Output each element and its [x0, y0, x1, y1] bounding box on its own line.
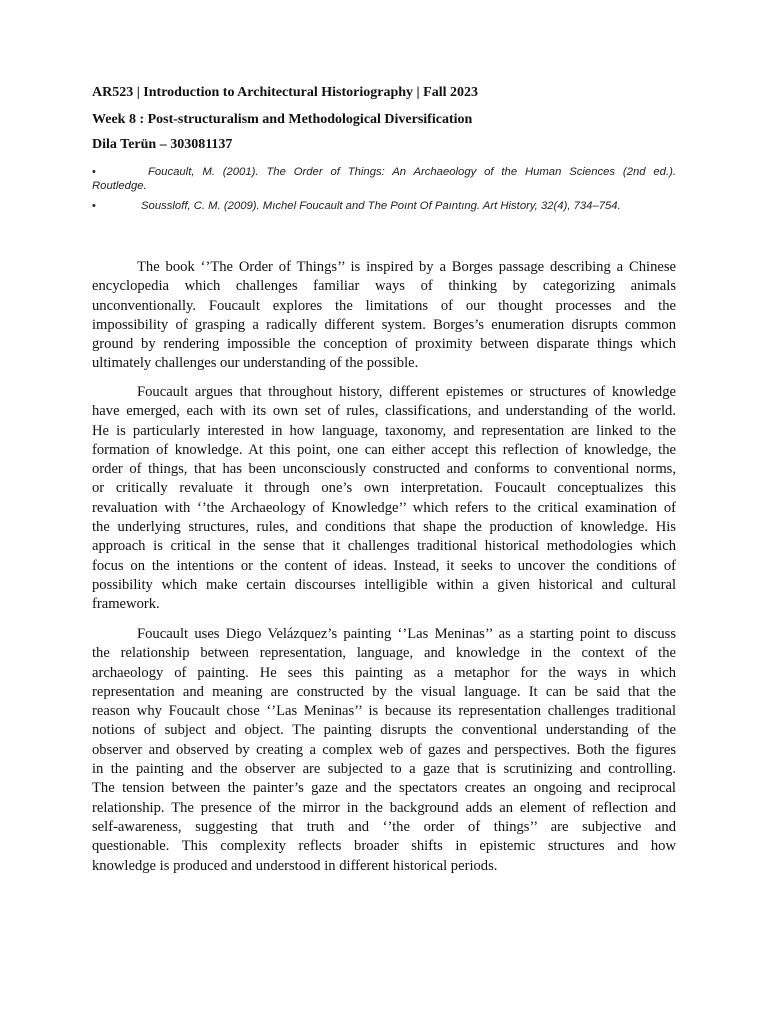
- paragraph-line: have emerged, each with its own set of rules, classifications, and understanding of the world.: [92, 403, 676, 420]
- paragraph-line: order of things, that has been unconsciously constructed and conforms to conventional norms,: [92, 461, 676, 478]
- paragraph-line: encyclopedia which challenges familiar ways of thinking by categorizing animals: [92, 278, 676, 295]
- paragraph-line: ultimately challenges our understanding of the possible.: [92, 355, 419, 372]
- reference-text: Foucault, M. (2001). The Order of Things: An Archaeology of the Human Sciences (2nd ed.).: [148, 166, 676, 178]
- body-paragraph-3: [92, 625, 676, 876]
- paragraph-line: notions of subject and object. The painting disrupts the conventional understanding of the: [92, 722, 676, 739]
- paragraph-line: focus on the intentions or the content of ideas. Instead, it seeks to uncover the conditions of: [92, 557, 676, 574]
- reference-text-cont: Routledge.: [92, 180, 147, 192]
- body-paragraph-1: [92, 258, 676, 374]
- paragraph-line: framework.: [92, 596, 160, 613]
- bullet-icon: •: [92, 200, 96, 212]
- paragraph-line: approach is critical in the sense that it challenges traditional historical methodologies which: [92, 538, 676, 555]
- paragraph-line: The tension between the painter’s gaze and the spectators creates an ongoing and reciprocal: [92, 780, 676, 797]
- paragraph-line: impossibility of grasping a radically different system. Borges’s enumeration disrupts common: [92, 316, 676, 333]
- reference-text: Sousslоff, C. M. (2009). Mıchel Foucault and The Poınt Of Paıntıng. Art History, 32(4), 734–754.: [141, 200, 621, 212]
- week-title: Week 8 : Post-structuralism and Methodological Diversification: [92, 112, 473, 127]
- paragraph-line: questionable. This complexity reflects broader shifts in epistemic structures and how: [92, 838, 676, 855]
- paragraph-line: Foucault argues that throughout history, different epistemes or structures of knowledge: [137, 384, 676, 400]
- paragraph-line: the underlying structures, rules, and conditions that shape the production of knowledge. His: [92, 519, 676, 536]
- author-line: Dila Terün – 303081137: [92, 137, 233, 152]
- paragraph-line: unconventionally. Foucault explores the limitations of our thought processes and the: [92, 297, 676, 314]
- paragraph-line: archaeology of painting. He sees this painting as a metaphor for the ways in which: [92, 664, 676, 681]
- bullet-icon: •: [92, 166, 96, 178]
- paragraph-line: reason why Foucault chose ‘’Las Meninas’’ is because its representation challenges traditional: [92, 703, 676, 720]
- paragraph-line: or critically revaluate it through one’s own interpretation. Foucault conceptualizes this: [92, 480, 676, 497]
- paragraph-line: the relationship between representation, language, and knowledge in the context of the: [92, 645, 676, 662]
- paragraph-line: possibility which make certain discourses intelligible within a given historical and cultural: [92, 576, 676, 593]
- paragraph-line: observer and observed by creating a complex web of gazes and perspectives. Both the figures: [92, 741, 676, 758]
- paragraph-line: revaluation with ‘’the Archaeology of Knowledge’’ which refers to the critical examination of: [92, 499, 676, 516]
- paragraph-line: ground by rendering impossible the conception of proximity between disparate things which: [92, 336, 676, 353]
- paragraph-line: representation and meaning are constructed by the visual language. It can be said that the: [92, 683, 676, 700]
- reference-item: [92, 199, 676, 213]
- reference-item: [92, 165, 676, 193]
- paragraph-line: The book ‘’The Order of Things’’ is inspired by a Borges passage describing a Chinese: [137, 259, 676, 275]
- course-title: AR523 | Introduction to Architectural Historiography | Fall 2023: [92, 85, 478, 100]
- paragraph-line: in the painting and the observer are subjected to a gaze that is scrutinizing and controlling.: [92, 761, 676, 778]
- paragraph-line: He is particularly interested in how language, taxonomy, and representation are linked to the: [92, 422, 676, 439]
- body-paragraph-2: [92, 383, 676, 615]
- paragraph-line: knowledge is produced and understood in different historical periods.: [92, 857, 498, 874]
- paragraph-line: Foucault uses Diego Velázquez’s painting ‘’Las Meninas’’ as a starting point to discuss: [137, 626, 676, 642]
- paragraph-line: formation of knowledge. At this point, one can either accept this reflection of knowledge, the: [92, 441, 676, 458]
- paragraph-line: relationship. The presence of the mirror in the background adds an element of reflection and: [92, 799, 676, 816]
- paragraph-line: self-awareness, suggesting that truth and ‘’the order of things’’ are subjective and: [92, 818, 676, 835]
